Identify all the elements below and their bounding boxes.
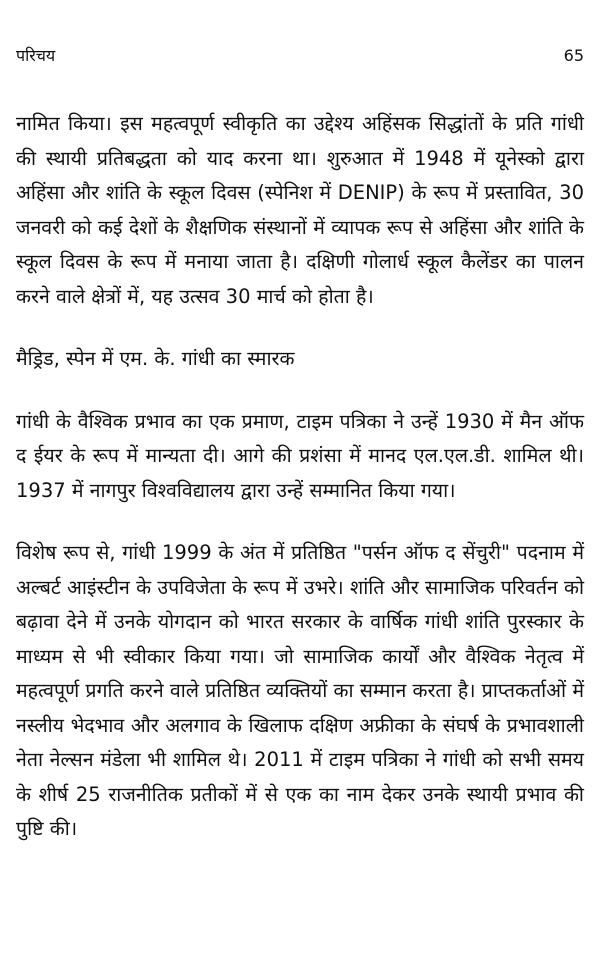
page-header xyxy=(16,44,584,68)
paragraph-3: विशेष रूप से, गांधी 1999 के अंत में प्रतिष्ठित "पर्सन ऑफ द सेंचुरी" पदनाम में अल्बर्ट आइंस्टीन के उपविजेता के रूप में उभरे। शांति और सामाजिक परिवर्तन को बढ़ावा देने में उनके योगदान को भारत सरकार के वार्षिक गांधी शांति पुरस्कार के माध्यम से भी स्वीकार किया गया। जो सामाजिक कार्यों और वैश्विक नेतृत्व में महत्वपूर्ण प्रगति करने वाले प्रतिष्ठित व्यक्तियों का सम्मान करता है। प्राप्तकर्ताओं में नस्लीय भेदभाव और अलगाव के खिलाफ दक्षिण अफ्रीका के संघर्ष के प्रभावशाली नेता नेल्सन मंडेला भी शामिल थे। 2011 में टाइम पत्रिका ने गांधी को सभी समय के शीर्ष 25 राजनीतिक प्रतीकों में से एक का नाम देकर उनके स्थायी प्रभाव की पुष्टि की। xyxy=(16,541,584,840)
paragraph-1: नामित किया। इस महत्वपूर्ण स्वीकृति का उद्देश्य अहिंसक सिद्धांतों के प्रति गांधी की स्थायी प्रतिबद्धता को याद करना था। शुरुआत में 1948 में यूनेस्को द्वारा अहिंसा और शांति के स्कूल दिवस (स्पेनिश में DENIP) के रूप में प्रस्तावित, 30 जनवरी को कई देशों के शैक्षणिक संस्थानों में व्यापक रूप से अहिंसा और शांति के स्कूल दिवस के रूप में मनाया जाता है। दक्षिणी गोलार्ध स्कूल कैलेंडर का पालन करने वाले क्षेत्रों में, यह उत्सव 30 मार्च को होता है। xyxy=(16,112,584,308)
running-title: परिचय xyxy=(16,46,56,65)
paragraph-2: गांधी के वैश्विक प्रभाव का एक प्रमाण, टाइम पत्रिका ने उन्हें 1930 में मैन ऑफ द ईयर के रूप में मान्यता दी। आगे की प्रशंसा में मानद एल.एल.डी. शामिल थी। 1937 में नागपुर विश्वविद्यालय द्वारा उन्हें सम्मानित किया गया। xyxy=(16,409,584,502)
page-number: 65 xyxy=(563,46,584,65)
image-caption: मैड्रिड, स्पेन में एम. के. गांधी का स्मारक xyxy=(16,347,295,370)
page-body xyxy=(16,107,584,875)
